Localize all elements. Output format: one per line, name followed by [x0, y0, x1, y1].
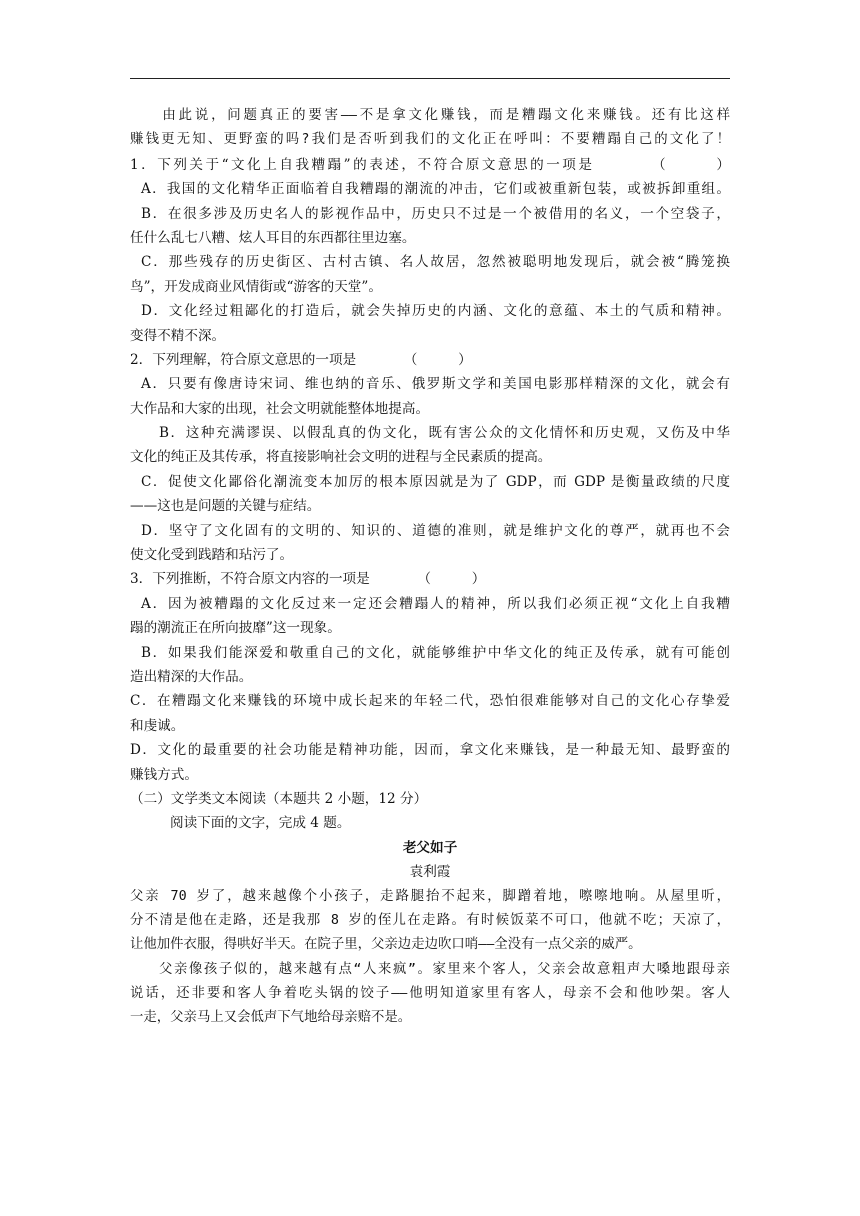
header-rule [130, 78, 730, 79]
article-line: 让他加件衣服，得哄好半天。在院子里，父亲边走边吹口哨——全没有一点父亲的威严。 [130, 937, 642, 953]
article-line: 父亲像孩子似的，越来越有点“人来疯”。家里来个客人，父亲会故意粗声大嗓地跟母亲 [159, 961, 730, 977]
question-3-option-c: C．在糟蹋文化来赚钱的环境中成长起来的年轻二代，恐怕很难能够对自己的文化心存挚爱 [130, 693, 730, 710]
article-line: 说话，还非要和客人争着吃头锅的饺子——他明知道家里有客人，母亲不会和他吵架。客人 [130, 986, 730, 1002]
article-title: 老父如子 [402, 839, 458, 856]
question-1-option-b: B．在很多涉及历史名人的影视作品中，历史只不过是一个被借用的名义，一个空袋子， [141, 205, 730, 222]
article-line: 分不清是他在走路，还是我那 8 岁的侄儿在走路。有时候饭菜不可口，他就不吃；天凉了， [130, 912, 730, 928]
question-1-option-d: D．文化经过粗鄙化的打造后，就会失掉历史的内涵、文化的意蕴、本土的气质和精神。 [141, 303, 730, 320]
question-1-option-d-cont: 变得不精不深。 [130, 327, 226, 344]
section-heading: （二）文学类文本阅读（本题共 2 小题，12 分） [130, 790, 428, 807]
question-2-option-b-cont: 文化的纯正及其传承，将直接影响社会文明的进程与全民素质的提高。 [130, 449, 552, 466]
question-2-stem: 2．下列理解，符合原文意思的一项是 （ ） [130, 351, 472, 368]
paragraph-line: 赚钱更无知、更野蛮的吗?我们是否听到我们的文化正在呼叫：不要糟蹋自己的文化了！ [130, 132, 730, 148]
question-3-option-b: B．如果我们能深爱和敬重自己的文化，就能够维护中华文化的纯正及传承，就有可能创 [141, 644, 730, 661]
question-2-option-c: C．促使文化鄙俗化潮流变本加厉的根本原因就是为了 GDP，而 GDP 是衡量政绩的尺度 [141, 473, 730, 490]
document-page [130, 104, 730, 1031]
question-2-option-d: D．坚守了文化固有的文明的、知识的、道德的准则，就是维护文化的尊严，就再也不会 [141, 522, 730, 539]
paragraph-line: 由此说，问题真正的要害——不是拿文化赚钱，而是糟蹋文化来赚钱。还有比这样 [130, 108, 730, 123]
question-3-stem: 3．下列推断，不符合原文内容的一项是 （ ） [130, 571, 486, 588]
question-2-option-c-cont: ——这也是问题的关键与症结。 [130, 498, 321, 515]
question-3-option-a-cont: 蹋的潮流正在所向披靡”这一现象。 [130, 620, 341, 637]
question-3-option-b-cont: 造出精深的大作品。 [130, 668, 253, 685]
question-3-option-d: D．文化的最重要的社会功能是精神功能，因而，拿文化来赚钱，是一种最无知、最野蛮的 [130, 742, 730, 759]
question-1-option-a: A．我国的文化精华正面临着自我糟蹋的潮流的冲击，它们或被重新包装，或被拆卸重组。 [141, 181, 730, 198]
question-1-stem: 1．下列关于“文化上自我糟蹋”的表述，不符合原文意思的一项是 （ ） [130, 156, 730, 173]
question-3-option-a: A．因为被糟蹋的文化反过来一定还会糟蹋人的精神，所以我们必须正视“文化上自我糟 [141, 595, 730, 612]
reading-instruction: 阅读下面的文字，完成 4 题。 [170, 815, 351, 832]
question-1-option-c-cont: 鸟”，开发成商业风情街或“游客的天堂”。 [130, 278, 382, 295]
question-2-option-b: B．这种充满谬误、以假乱真的伪文化，既有害公众的文化情怀和历史观，又伤及中华 [159, 425, 730, 442]
question-3-option-c-cont: 和虔诚。 [130, 717, 185, 734]
question-3-option-d-cont: 赚钱方式。 [130, 766, 198, 783]
question-1-option-b-cont: 任什么乱七八糟、炫人耳目的东西都往里边塞。 [130, 229, 416, 246]
question-1-option-c: C．那些残存的历史街区、古村古镇、名人故居，忽然被聪明地发现后，就会被“腾笼换 [141, 254, 730, 271]
question-2-option-d-cont: 使文化受到践踏和玷污了。 [130, 547, 294, 564]
question-2-option-a-cont: 大作品和大家的出现，社会文明就能整体地提高。 [130, 400, 430, 417]
article-line: 一走，父亲马上又会低声下气地给母亲赔不是。 [130, 1010, 412, 1026]
article-author: 袁利霞 [409, 864, 451, 881]
question-2-option-a: A．只要有像唐诗宋词、维也纳的音乐、俄罗斯文学和美国电影那样精深的文化，就会有 [141, 376, 730, 393]
article-line: 父亲 70 岁了，越来越像个小孩子，走路腿抬不起来，脚蹭着地，嚓嚓地响。从屋里听， [130, 888, 730, 904]
